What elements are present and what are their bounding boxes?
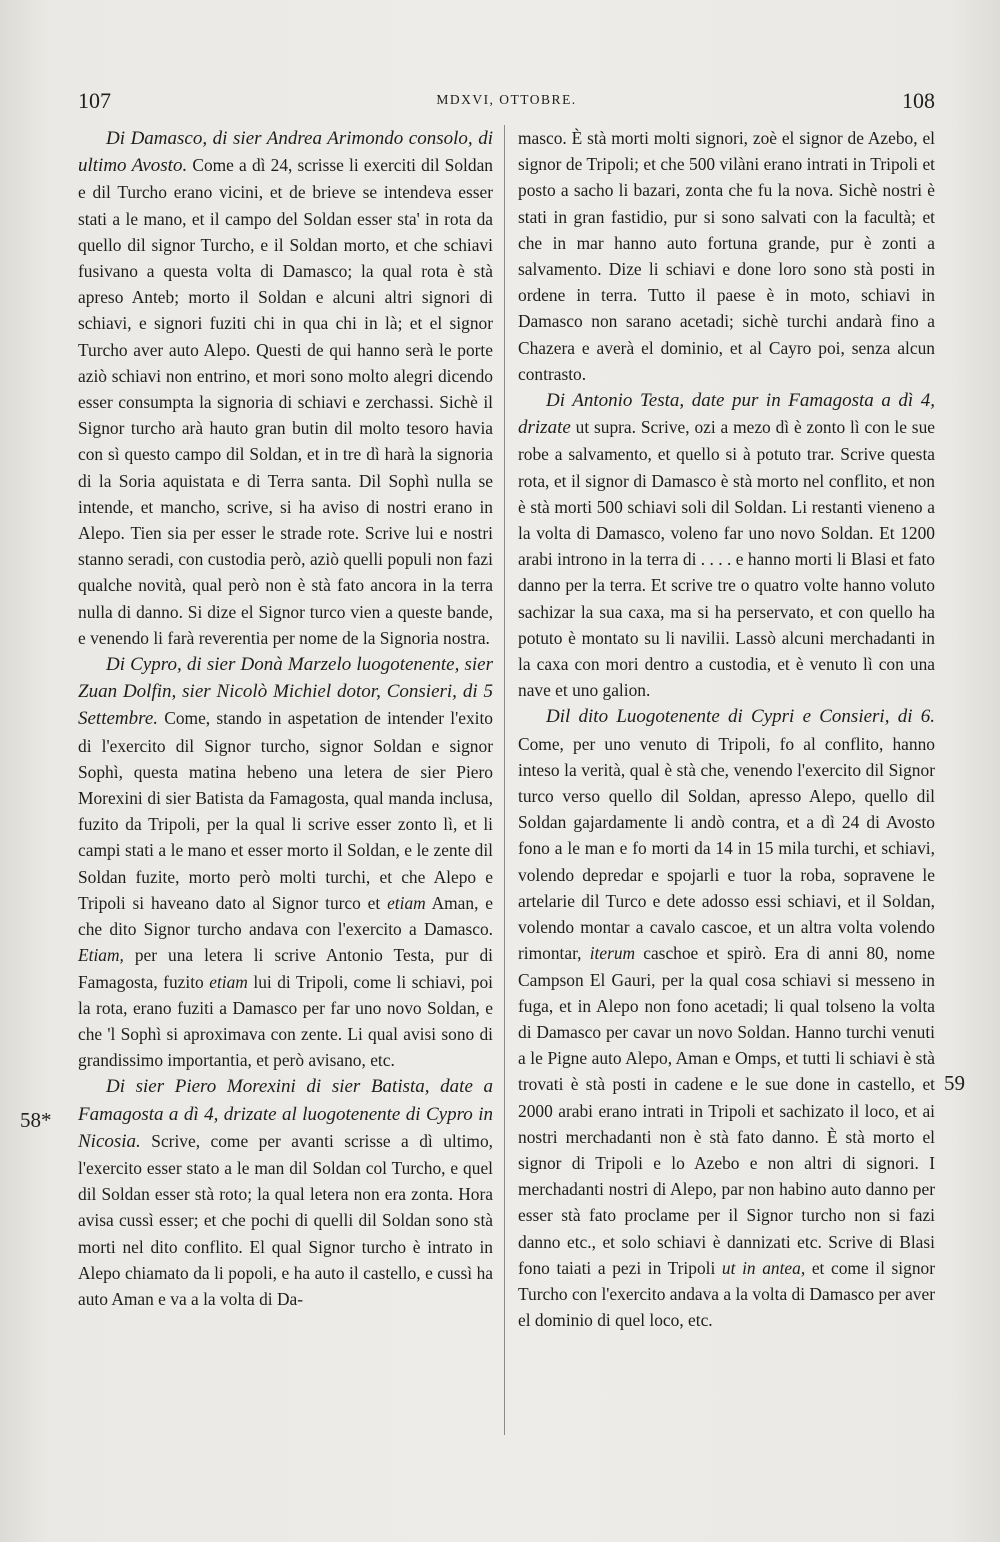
paragraph-heading: Di Antonio Testa, date pur in Famagosta a dì 4, drizate	[518, 390, 935, 439]
paragraph-heading: Di Cypro, di sier Donà Marzelo luogotenente, sier Zuan Dolfin, sier Nicolò Michiel dotor, Consieri, di 5 Settembre.	[78, 654, 493, 730]
paragraph-luogotenente	[518, 703, 935, 1333]
right-column	[518, 125, 935, 1333]
paragraph-text: Aman, e che dito Signor turcho andava con l'exercito a Damasco.	[78, 892, 493, 940]
italic-term: etiam	[209, 971, 248, 992]
paragraph-morexini	[78, 1073, 493, 1312]
running-title: MDXVI, OTTOBRE.	[436, 92, 577, 107]
italic-term: etiam	[387, 892, 426, 913]
margin-note-left: 58*	[20, 1108, 52, 1132]
paragraph-text: lui di Tripoli, come li schiavi, poi la rota, erano fuziti a Damasco per far uno novo Soldan, e che 'l Sophì si aproximava con zente. Li qual avisi sono di grandissimo importantia, et però avisano, etc.	[78, 971, 494, 1071]
left-column	[78, 125, 493, 1312]
column-divider	[504, 125, 505, 1435]
paragraph-text: per una letera li scrive Antonio Testa, pur di Famagosta, fuzito	[78, 945, 493, 992]
page-number-right: 108	[902, 88, 935, 113]
paragraph-text: Come, per uno venuto di Tripoli, fo al conflito, hanno inteso la verità, qual è stà che, venendo l'exercito dil Signor turco verso quello dil Soldan, apresso Alepo, quello dil Soldan gajardamente li andò contra, et a dì 24 di Avosto fono a le man e fo morti da 14 in 15 mila turchi, et schiavi, volendo depredar e spojarli e tuor la roba, sopravene le artelarie dil Turco e dete adosso essi schiavi, et il Soldan, volendo montar a cavalo cascoe, et un altra volta volendo rimontar,	[518, 733, 935, 964]
margin-note-right: 59	[944, 1071, 965, 1095]
italic-term: Etiam,	[78, 945, 124, 966]
paragraph-heading: Di sier Piero Morexini di sier Batista, date a Famagosta a dì 4, drizate al luogotenente di Cypro in Nicosia.	[78, 1076, 493, 1152]
paragraph-heading: Di Damasco, di sier Andrea Arimondo consolo, di ultimo Avosto.	[78, 128, 493, 177]
page-header	[78, 88, 935, 118]
paragraph-text: ut supra. Scrive, ozi a mezo dì è zonto lì con le sue robe a salvamento, et quello si à potuto trar. Scrive questa rota, et il signor di Damasco è stà morto nel conflito, et non è stà morti 500 schiavi soli dil Soldan. Li restanti vieneno a la volta di Damasco, voleno far uno novo Soldan. Et 1200 arabi introno in la terra di . . . . e hanno morti li Blasi et fato danno per la terra. Et scrive tre o quatro volte hanno voluto sachizar la sua caxa, ma si ha perservato, et con quello ha potuto è montato su li navilii. Lassò alcuni merchadanti in la caxa con mori dentro a custodia, et è venuto lì con una nave et uno galion.	[518, 417, 935, 701]
italic-term: ut in antea,	[721, 1257, 806, 1278]
paragraph-damasco	[78, 125, 493, 651]
paragraph-heading: Dil dito Luogotenente di Cypri e Consieri, di 6.	[546, 706, 935, 728]
paragraph-testa	[518, 387, 935, 703]
page-number-left: 107	[78, 88, 111, 113]
italic-term: iterum	[589, 943, 636, 964]
paragraph-text: caschoe et spirò. Era di anni 80, nome Campson El Gauri, per la qual cosa schiavi si messeno in fuga, et in Alepo non fono acetadi; li qual tolseno la volta di Damasco per cavar un novo Soldan. Hanno turchi venuti a le Pigne auto Alepo, Aman e Omps, et tutti li schiavi è stà trovati è stà posti in cadene e le sue done in castello, et 2000 arabi erano intrati in Tripoli et sachizato il loco, et ai nostri merchadanti non è stà fato danno. È stà morto el signor di Tripoli e lo Azebo e non altri di signori. I merchadanti nostri di Alepo, par non habino auto danno per esser stà fato proclame per il Signor turcho non si fazi danno etc., et solo schiavi è dannizati etc. Scrive di Blasi fono taiati a pezi in Tripoli	[518, 943, 935, 1278]
paragraph-text: Scrive, come per avanti scrisse a dì ultimo, l'exercito esser stato a le man dil Soldan col Turcho, e quel dil Soldan esser stà roto; la qual letera non era zonta. Hora avisa cussì esser; et che pochi di quelli dil Soldan sono stà morti nel dito conflito. El qual Signor turcho è intrato in Alepo chiamato da li popoli, e ha auto il castello, e cussì ha auto Aman e va a la volta di Da-	[78, 1130, 493, 1309]
paragraph-text: masco. È stà morti molti signori, zoè el signor de Azebo, el signor de Tripoli; et che 500 vilàni erano intrati in Tripoli et posto a sacho li bazari, zonta che fu la nova. Sichè nostri è stati in gran fastidio, pur si sono salvati con la facultà; et che in mar hanno auto fortuna grande, pur è zonti a salvamento. Dize li schiavi e done loro sono stà posti in ordene in terra. Tutto il paese è in moto, schiavi in Damasco non sarano acetadi; sichè turchi andarà fino a Chazera e averà el dominio, et al Cayro poi, senza alcun contrasto.	[518, 128, 935, 384]
paragraph-text: Come a dì 24, scrisse li exerciti dil Soldan e dil Turcho erano vicini, et de brieve se intendeva esser stati a le mano, et il campo del Soldan esser sta' in rota da quello dil signor Turcho, e il Soldan morto, et che schiavi fusivano a questa volta di Damasco; la qual rota è stà apreso Anteb; morto il Soldan e alcuni altri signori di schiavi, e signori fuziti chi in qua chi in là; et el signor Turcho aver auto Alepo. Questi de qui hanno serà le porte aziò schiavi non entrino, et mori sono molto alegri dicendo esser consumpta la signoria di schiavi e zerchassi. Sichè il Signor turcho arà hauto gran butin dil molto tesoro havia con sì questo campo dil Soldan, et in tre dì harà la signoria di la Soria aquistata e di Terra santa. Dil Sophì nulla se intende, et mancho, scrive, si ha aviso di nostri erano in Alepo. Tien sia per esser le strade rote. Scrive lui e nostri stanno seradi, con custodia però, aziò quelli populi non fazi qualche novità, qual però non è stà fato ancora in la terra nulla di danno. Si dize el Signor turco vien a queste bande, e venendo li farà reverentia per nome de la Signoria nostra.	[78, 155, 493, 648]
paragraph-text: Come, stando in aspetation de intender l'exito di l'exercito dil Signor turcho, signor Soldan e signor Sophì, questa matina hebeno una letera de sier Piero Morexini di sier Batista da Famagosta, qual manda inclusa, fuzito da Tripoli, per la qual li scrive esser zonto lì, et li campi stati a le mano et esser morto il Soldan, e le zente dil Soldan fuzite, morto però molti turchi, et che Alepo e Tripoli si haveano dato al Signor turco et	[78, 708, 493, 913]
paragraph-cypro	[78, 651, 493, 1073]
paragraph-continuation	[518, 125, 935, 387]
paragraph-text: et come il signor Turcho con l'exercito andava a la volta di Damasco per aver el dominio di quel loco, etc.	[518, 1257, 936, 1331]
